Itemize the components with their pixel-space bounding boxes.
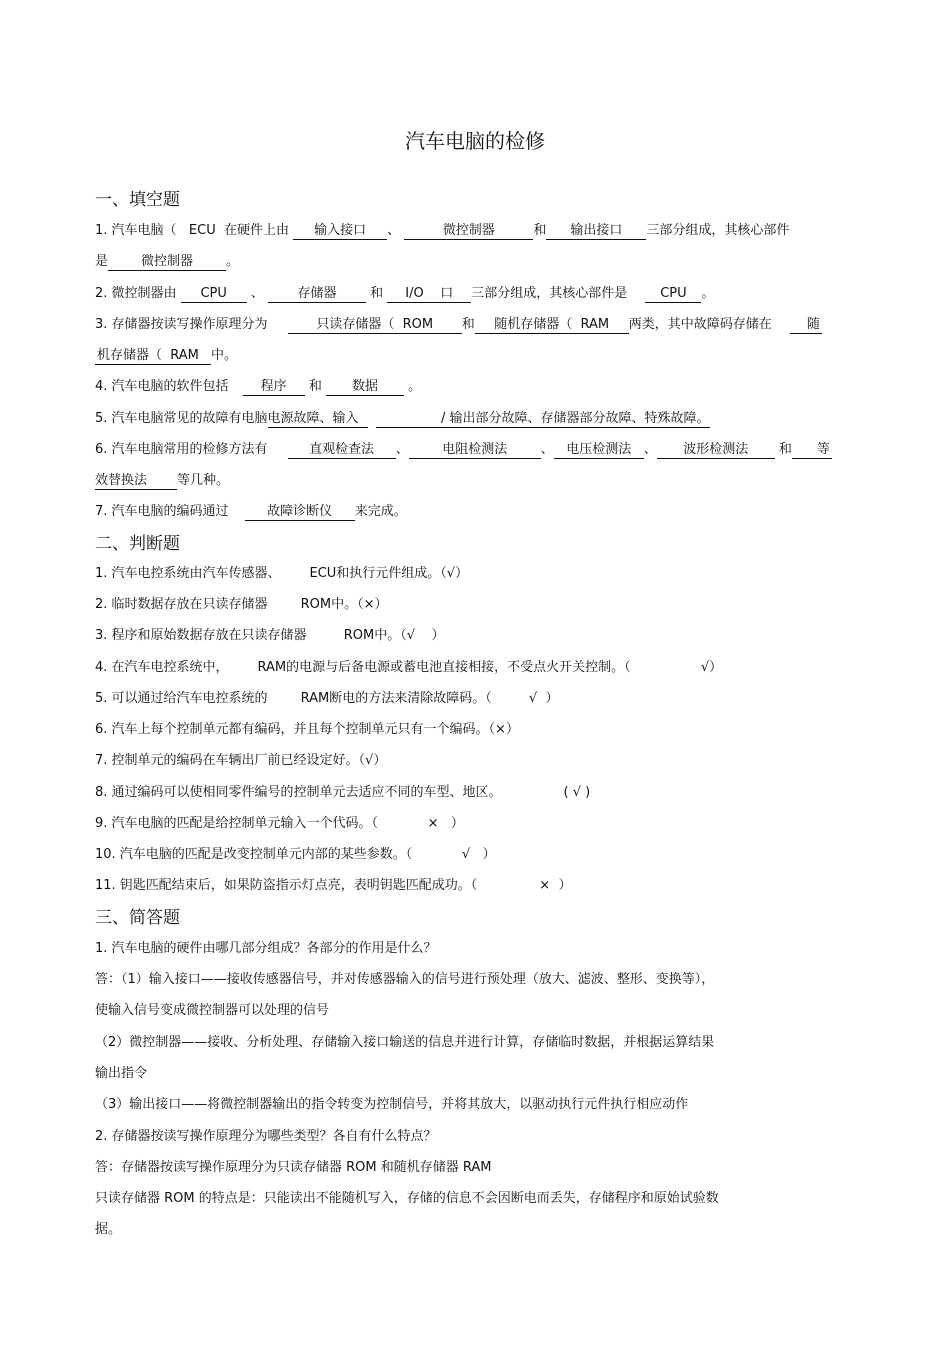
q3-text-c: 两类，其中故障码存储在 <box>628 317 772 332</box>
q6-sep-3: 、 <box>643 442 657 457</box>
question-1-line-2 <box>95 252 855 272</box>
tf-item-text: 8. 通过编码可以使相同零件编号的控制单元去适应不同的车型、地区。 <box>95 785 502 800</box>
q6-blank-4: 波形检测法 <box>657 441 775 459</box>
question-3-line-2 <box>95 346 855 366</box>
tf-item-close: ) <box>581 785 591 800</box>
q6-blank-3: 电压检测法 <box>554 441 644 459</box>
q5-blank-1: 电源故障、输入 <box>268 410 368 428</box>
q3-text-a: 3. 存储器按读写操作原理分为 <box>95 317 268 332</box>
q1-blank-3: 输出接口 <box>546 222 646 240</box>
tf-item-text: 5. 可以通过给汽车电控系统的 RAM断电的方法来清除故障码。（ <box>95 691 492 706</box>
q3-blank-3: 随 <box>790 316 822 334</box>
question-4 <box>95 377 855 397</box>
tf-item-mark: × <box>495 722 506 737</box>
q2-blank-1: CPU <box>181 285 247 303</box>
tf-item-mark: √ <box>491 691 538 706</box>
q2-blank-3: I/O 口 <box>387 285 471 303</box>
tf-item-mark: × <box>477 878 551 893</box>
q1-text-e: 。 <box>226 254 240 269</box>
tf-item-text: 2. 临时数据存放在只读存储器 ROM中。（ <box>95 597 364 612</box>
answer-line: （2）微控制器——接收、分析处理、存储输入接口输送的信息并进行计算，存储临时数据，并根据运算结果 <box>95 1035 715 1050</box>
tf-item-mark: ( √ <box>501 785 582 800</box>
tf-item-text: 10. 汽车电脑的匹配是改变控制单元内部的某些参数。（ <box>95 847 413 862</box>
q3-text-e: 中。 <box>211 348 238 363</box>
q7-text-e: 来完成。 <box>354 504 407 519</box>
question-3-line-1 <box>95 315 855 335</box>
tf-item-close: ） <box>374 597 388 612</box>
q6-sep-4: 和 <box>778 442 792 457</box>
q4-sep-1: 和 <box>308 379 322 394</box>
q4-blank-2: 数据 <box>326 378 404 396</box>
q6-blank-2: 电阻检测法 <box>409 441 541 459</box>
tf-item-mark: √ <box>365 753 374 768</box>
tf-item-mark: × <box>363 597 375 612</box>
tf-item-8 <box>95 783 855 803</box>
tf-item-close: ） <box>455 566 469 581</box>
answer-line: 答：（1）输入接口——接收传感器信号，并对传感器输入的信号进行预处理（放大、滤波、整形、变换等）， <box>95 972 715 987</box>
q3-blank-2: 随机存储器（ RAM <box>475 316 629 334</box>
question-2 <box>95 284 855 304</box>
q1-sep-1: 、 <box>387 223 401 238</box>
q6-blank-6: 效替换法 <box>95 472 177 490</box>
tf-item-text: 6. 汽车上每个控制单元都有编码，并且每个控制单元只有一个编码。（ <box>95 722 496 737</box>
q1-blank-4: 微控制器 <box>108 253 226 271</box>
q1-text-c: 三部分组成，其核心部件 <box>646 223 790 238</box>
tf-item-text: 7. 控制单元的编码在车辆出厂前已经设定好。（ <box>95 753 366 768</box>
tf-item-2 <box>95 595 855 615</box>
q1-text-d: 是 <box>95 254 109 269</box>
tf-item-3 <box>95 626 855 646</box>
q2-text-e: 。 <box>701 286 715 301</box>
tf-item-11 <box>95 876 855 896</box>
q4-blank-1: 程序 <box>243 378 305 396</box>
tf-item-mark: √ <box>412 847 471 862</box>
q5-text-a: 5. 汽车电脑常见的故障有电脑 <box>95 411 268 426</box>
answer-line: 1. 汽车电脑的硬件由哪几部分组成？各部分的作用是什么？ <box>95 941 437 956</box>
section-heading-short-answer: 三、简答题 <box>95 908 180 928</box>
tf-item-mark: √ <box>406 628 416 643</box>
q6-blank-5: 等 <box>792 441 832 459</box>
answer-line: 只读存储器 ROM 的特点是：只能读出不能随机写入，存储的信息不会因断电而丢失，存储程序和原始试验数 <box>95 1191 719 1206</box>
q7-blank-1: 故障诊断仪 <box>245 503 355 521</box>
tf-item-9 <box>95 814 855 834</box>
q2-text-c: 三部分组成，其核心部件是 <box>471 286 628 301</box>
tf-item-4 <box>95 658 855 678</box>
tf-item-mark: × <box>378 816 439 831</box>
q1-blank-2: 微控制器 <box>404 222 533 240</box>
q1-sep-2: 和 <box>533 223 547 238</box>
q5-blank-2: / 输出部分故障、存储器部分故障、特殊故障。 <box>376 410 710 428</box>
q3-blank-4: 机存储器（ RAM <box>95 347 211 365</box>
answer-line: 使输入信号变成微控制器可以处理的信号 <box>95 1003 330 1018</box>
answer-line: 2. 存储器按读写操作原理分为哪些类型？各自有什么特点？ <box>95 1129 437 1144</box>
q1-text-a: 1. 汽车电脑（ ECU 在硬件上由 <box>95 223 290 238</box>
tf-item-6 <box>95 720 855 740</box>
answer-line: （3）输出接口——将微控制器输出的指令转变为控制信号，并将其放大，以驱动执行元件执行相应动作 <box>95 1097 689 1112</box>
question-6-line-2 <box>95 471 855 491</box>
tf-item-5 <box>95 689 855 709</box>
answer-line: 据。 <box>95 1222 122 1237</box>
q1-blank-1: 输入接口 <box>293 222 387 240</box>
tf-item-text: 9. 汽车电脑的匹配是给控制单元输入一个代码。（ <box>95 816 379 831</box>
question-6-line-1 <box>95 440 855 460</box>
q3-sep-1: 和 <box>461 317 475 332</box>
tf-item-10 <box>95 845 855 865</box>
document-title: 汽车电脑的检修 <box>405 129 545 153</box>
q6-blank-1: 直观检查法 <box>288 441 396 459</box>
q4-text-e: 。 <box>408 379 422 394</box>
tf-item-close: ） <box>470 847 496 862</box>
q2-sep-2: 和 <box>370 286 384 301</box>
q2-blank-4: CPU <box>645 285 701 303</box>
q6-text-e: 等几种。 <box>177 473 230 488</box>
tf-item-text: 4. 在汽车电控系统中， RAM的电源与后备电源或蓄电池直接相接，不受点火开关控制。（ <box>95 660 631 675</box>
tf-item-7 <box>95 751 855 771</box>
question-1-line-1 <box>95 221 855 241</box>
tf-item-close: ） <box>550 878 572 893</box>
q4-text-a: 4. 汽车电脑的软件包括 <box>95 379 229 394</box>
tf-item-1 <box>95 564 855 584</box>
answer-line: 输出指令 <box>95 1066 148 1081</box>
q3-blank-1: 只读存储器（ ROM <box>288 316 462 334</box>
tf-item-text: 1. 汽车电控系统由汽车传感器、 ECU和执行元件组成。（ <box>95 566 447 581</box>
q6-sep-1: 、 <box>395 442 409 457</box>
q7-text-a: 7. 汽车电脑的编码通过 <box>95 504 229 519</box>
section-heading-fill-blank: 一、填空题 <box>95 190 180 210</box>
tf-item-mark: √ <box>630 660 710 675</box>
tf-item-close: ） <box>438 816 464 831</box>
tf-item-close: ） <box>505 722 519 737</box>
tf-item-mark: √ <box>446 566 456 581</box>
q6-sep-2: 、 <box>540 442 554 457</box>
question-7 <box>95 502 855 522</box>
q2-text-a: 2. 微控制器由 <box>95 286 177 301</box>
q2-sep-1: 、 <box>250 286 264 301</box>
tf-item-close: ） <box>537 691 559 706</box>
question-5 <box>95 409 855 429</box>
tf-item-close: ） <box>709 660 723 675</box>
tf-item-text: 3. 程序和原始数据存放在只读存储器 ROM中。（ <box>95 628 407 643</box>
q2-blank-2: 存储器 <box>268 285 366 303</box>
section-heading-true-false: 二、判断题 <box>95 534 180 554</box>
q6-text-a: 6. 汽车电脑常用的检修方法有 <box>95 442 268 457</box>
tf-item-text: 11. 钥匙匹配结束后，如果防盗指示灯点亮，表明钥匙匹配成功。（ <box>95 878 478 893</box>
tf-item-close: ） <box>415 628 445 643</box>
tf-item-close: ） <box>373 753 387 768</box>
answer-line: 答：存储器按读写操作原理分为只读存储器 ROM 和随机存储器 RAM <box>95 1160 492 1175</box>
